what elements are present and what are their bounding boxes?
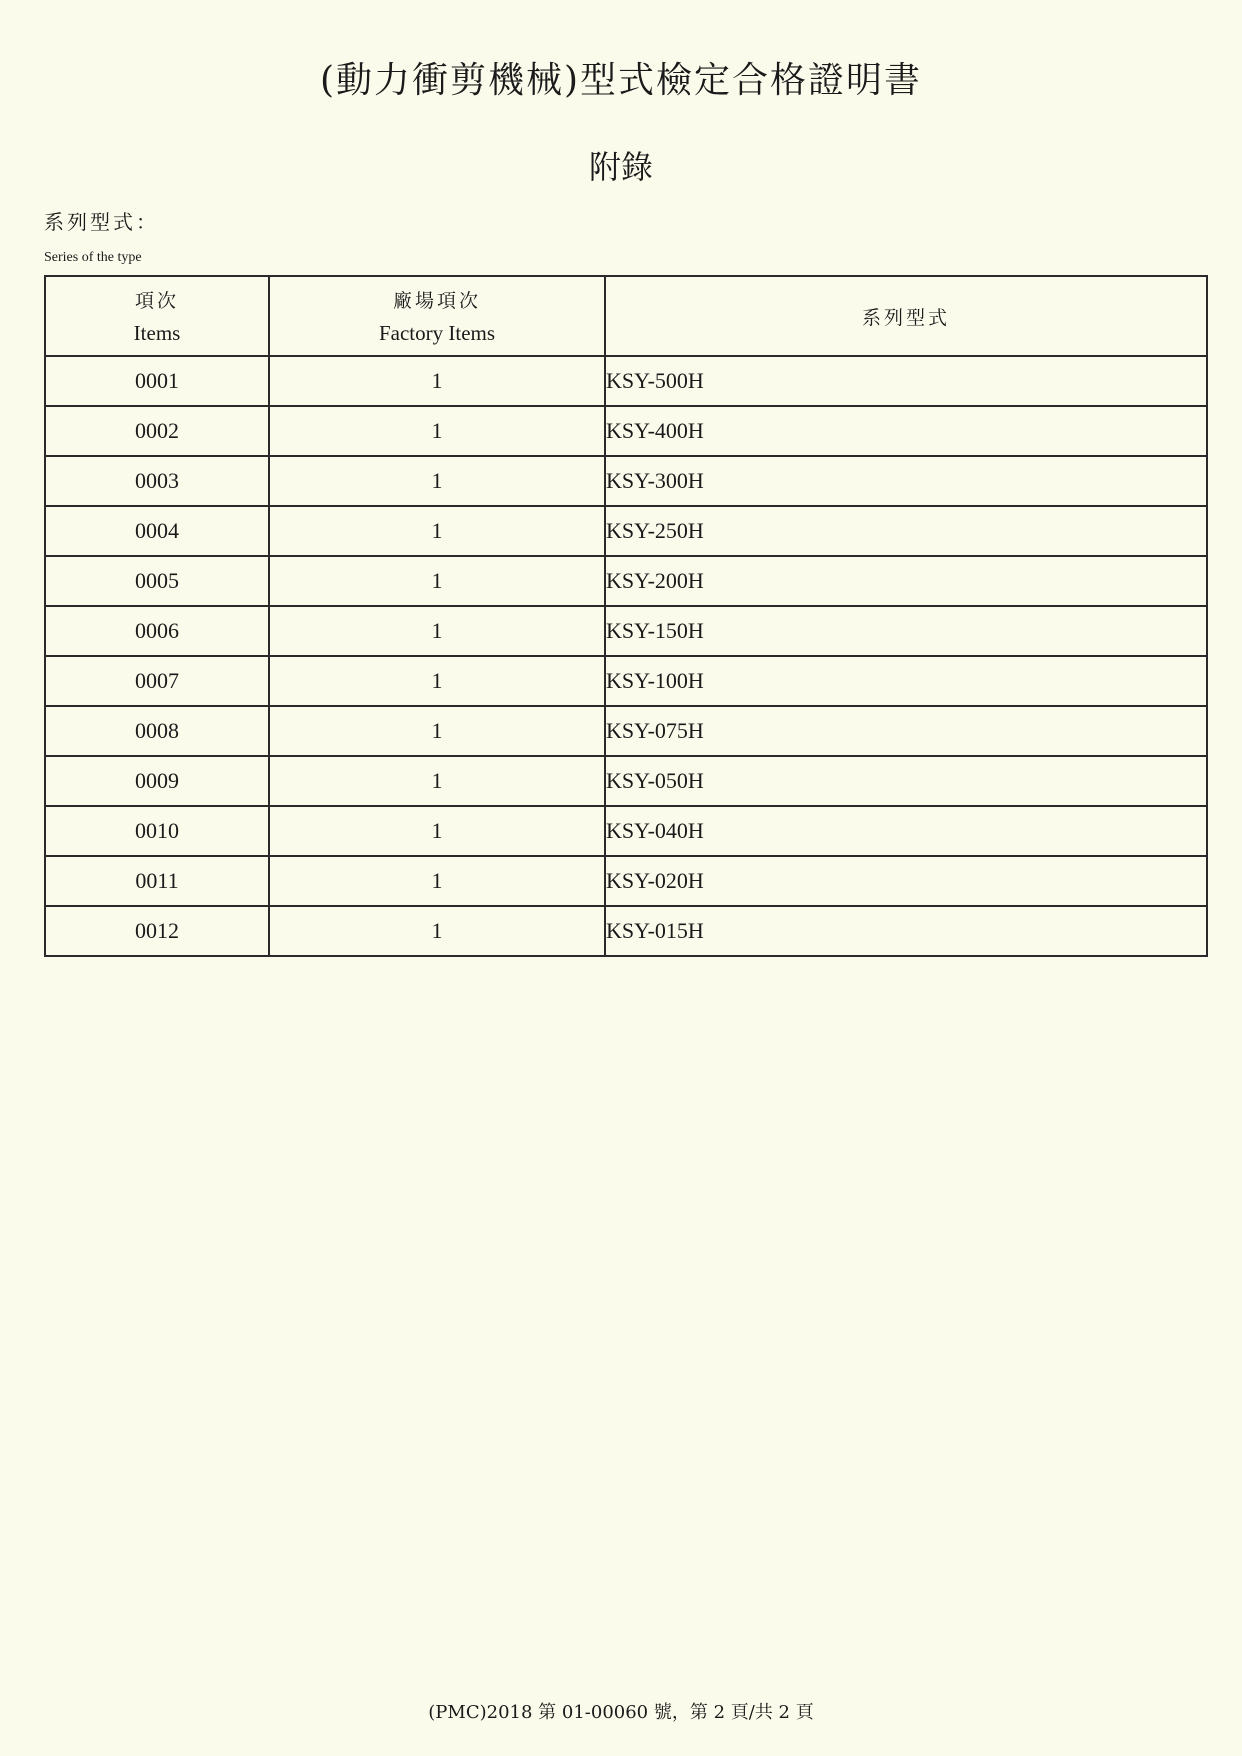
series-table bbox=[44, 275, 1208, 957]
table-row bbox=[45, 856, 1207, 906]
table-row bbox=[45, 656, 1207, 706]
table-row bbox=[45, 406, 1207, 456]
table-row bbox=[45, 556, 1207, 606]
cell-model: KSY-300H bbox=[605, 456, 1207, 506]
cell-item: 0006 bbox=[45, 606, 269, 656]
cell-factory: 1 bbox=[269, 806, 605, 856]
header-factory-zh: 廠場項次 bbox=[392, 290, 481, 312]
cell-model: KSY-250H bbox=[605, 506, 1207, 556]
document-title: (動力衝剪機械)型式檢定合格證明書 bbox=[319, 60, 923, 101]
header-items bbox=[45, 276, 269, 356]
cell-model: KSY-015H bbox=[605, 906, 1207, 956]
table-row bbox=[45, 456, 1207, 506]
cell-factory: 1 bbox=[269, 356, 605, 406]
cell-factory: 1 bbox=[269, 406, 605, 456]
header-factory-en: Factory Items bbox=[378, 321, 496, 345]
cell-item: 0008 bbox=[45, 706, 269, 756]
cell-item: 0004 bbox=[45, 506, 269, 556]
cell-model: KSY-100H bbox=[605, 656, 1207, 706]
cell-model: KSY-040H bbox=[605, 806, 1207, 856]
cell-item: 0007 bbox=[45, 656, 269, 706]
cell-item: 0011 bbox=[45, 856, 269, 906]
cell-item: 0010 bbox=[45, 806, 269, 856]
series-label-en: Series of the type bbox=[44, 250, 142, 265]
header-items-en: Items bbox=[133, 321, 181, 345]
cell-factory: 1 bbox=[269, 556, 605, 606]
cell-model: KSY-150H bbox=[605, 606, 1207, 656]
cell-model: KSY-400H bbox=[605, 406, 1207, 456]
header-items-zh: 項次 bbox=[134, 290, 179, 312]
cell-item: 0002 bbox=[45, 406, 269, 456]
cell-factory: 1 bbox=[269, 906, 605, 956]
cell-factory: 1 bbox=[269, 706, 605, 756]
series-label-zh: 系列型式： bbox=[44, 210, 159, 234]
header-series-zh: 系列型式 bbox=[861, 306, 950, 329]
table-header-row bbox=[45, 276, 1207, 356]
cell-factory: 1 bbox=[269, 756, 605, 806]
cell-model: KSY-200H bbox=[605, 556, 1207, 606]
cell-model: KSY-500H bbox=[605, 356, 1207, 406]
cell-item: 0005 bbox=[45, 556, 269, 606]
cell-factory: 1 bbox=[269, 506, 605, 556]
header-factory-items bbox=[269, 276, 605, 356]
appendix-heading: 附錄 bbox=[588, 148, 653, 186]
cell-model: KSY-020H bbox=[605, 856, 1207, 906]
cell-factory: 1 bbox=[269, 456, 605, 506]
cell-item: 0009 bbox=[45, 756, 269, 806]
cell-factory: 1 bbox=[269, 856, 605, 906]
cell-item: 0012 bbox=[45, 906, 269, 956]
table-row bbox=[45, 606, 1207, 656]
cell-factory: 1 bbox=[269, 606, 605, 656]
header-series bbox=[605, 276, 1207, 356]
cell-factory: 1 bbox=[269, 656, 605, 706]
table-row bbox=[45, 506, 1207, 556]
page-footer: (PMC)2018 第 01-00060 號，第 2 頁/共 2 頁 bbox=[428, 1702, 814, 1723]
cell-item: 0003 bbox=[45, 456, 269, 506]
table-row bbox=[45, 706, 1207, 756]
table-row bbox=[45, 356, 1207, 406]
cell-model: KSY-075H bbox=[605, 706, 1207, 756]
table-row bbox=[45, 806, 1207, 856]
table-row bbox=[45, 906, 1207, 956]
table-row bbox=[45, 756, 1207, 806]
cell-model: KSY-050H bbox=[605, 756, 1207, 806]
cell-item: 0001 bbox=[45, 356, 269, 406]
